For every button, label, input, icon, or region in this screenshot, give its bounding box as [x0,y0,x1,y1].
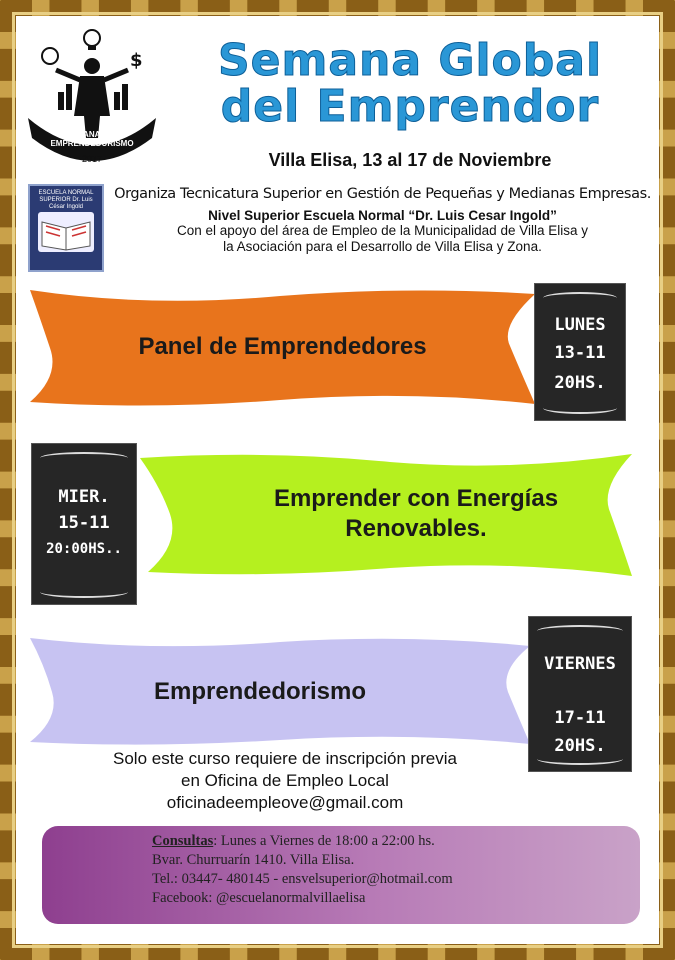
chalkboard-friday [528,616,632,772]
page-title [185,35,635,132]
contact-hours: : Lunes a Viernes de 18:00 a 22:00 hs. [213,833,435,849]
organizer-line-4: la Asociación para el Desarrollo de Villa Elisa y Zona. [223,239,542,254]
book-icon [38,212,94,252]
chalk-date: 15-11 [58,513,110,533]
note-line-2: en Oficina de Empleo Local [181,771,389,790]
title-line-2: del Emprendor [220,81,600,132]
event-title: Emprender con Energías Renovables. [273,485,559,542]
school-logo [28,184,104,272]
emprendedurismo-logo [22,22,162,172]
event-banner-emprendedorismo [30,636,530,748]
event-dates: Villa Elisa, 13 al 17 de Noviembre [268,150,552,170]
note-line-1: Solo este curso requiere de inscripción previa [113,749,457,768]
title-line-1: Semana Global [217,35,603,86]
event-title: Panel de Emprendedores [138,333,427,360]
businessman-icon [22,22,162,172]
event-banner-energias [140,448,632,580]
chalk-time: 20HS. [554,736,606,756]
event-title: Emprendedorismo [153,678,367,705]
chalk-day: MIER. [58,487,110,507]
note-email: oficinadeempleove@gmail.com [166,793,404,812]
organizer-line-2: Nivel Superior Escuela Normal “Dr. Luis Cesar Ingold” [208,208,557,223]
contact-phone-email: Tel.: 03447- 480145 - ensvelsuperior@hotmail.com [152,871,453,887]
contact-box [42,826,640,924]
chalk-day: LUNES [554,315,606,335]
chalk-day: VIERNES [544,654,616,674]
school-logo-name: ESCUELA NORMAL SUPERIOR Dr. Luis César Ingold [38,190,94,210]
organizer-block [110,186,655,255]
contact-heading: Consultas [152,833,214,849]
chalk-time: 20:00HS.. [46,541,122,557]
registration-note [40,748,530,814]
logo-year: 2017 [81,154,103,164]
logo-caption: SEMANA DEL EMPRENDEDURISMO [50,130,134,148]
organizer-line-1: Organiza Tecnicatura Superior en Gestión de Pequeñas y Medianas Empresas. [114,186,651,202]
contact-facebook: Facebook: @escuelanormalvillaelisa [152,890,366,906]
chalk-date: 13-11 [554,343,606,363]
event-banner-panel [30,286,535,408]
chalk-time: 20HS. [554,373,606,393]
chalk-date: 17-11 [554,708,606,728]
organizer-line-3: Con el apoyo del área de Empleo de la Municipalidad de Villa Elisa y [176,223,588,238]
chalkboard-wednesday [31,443,137,605]
contact-address: Bvar. Churruarín 1410. Villa Elisa. [152,852,355,868]
svg-text:$: $ [130,50,143,71]
chalkboard-monday [534,283,626,421]
